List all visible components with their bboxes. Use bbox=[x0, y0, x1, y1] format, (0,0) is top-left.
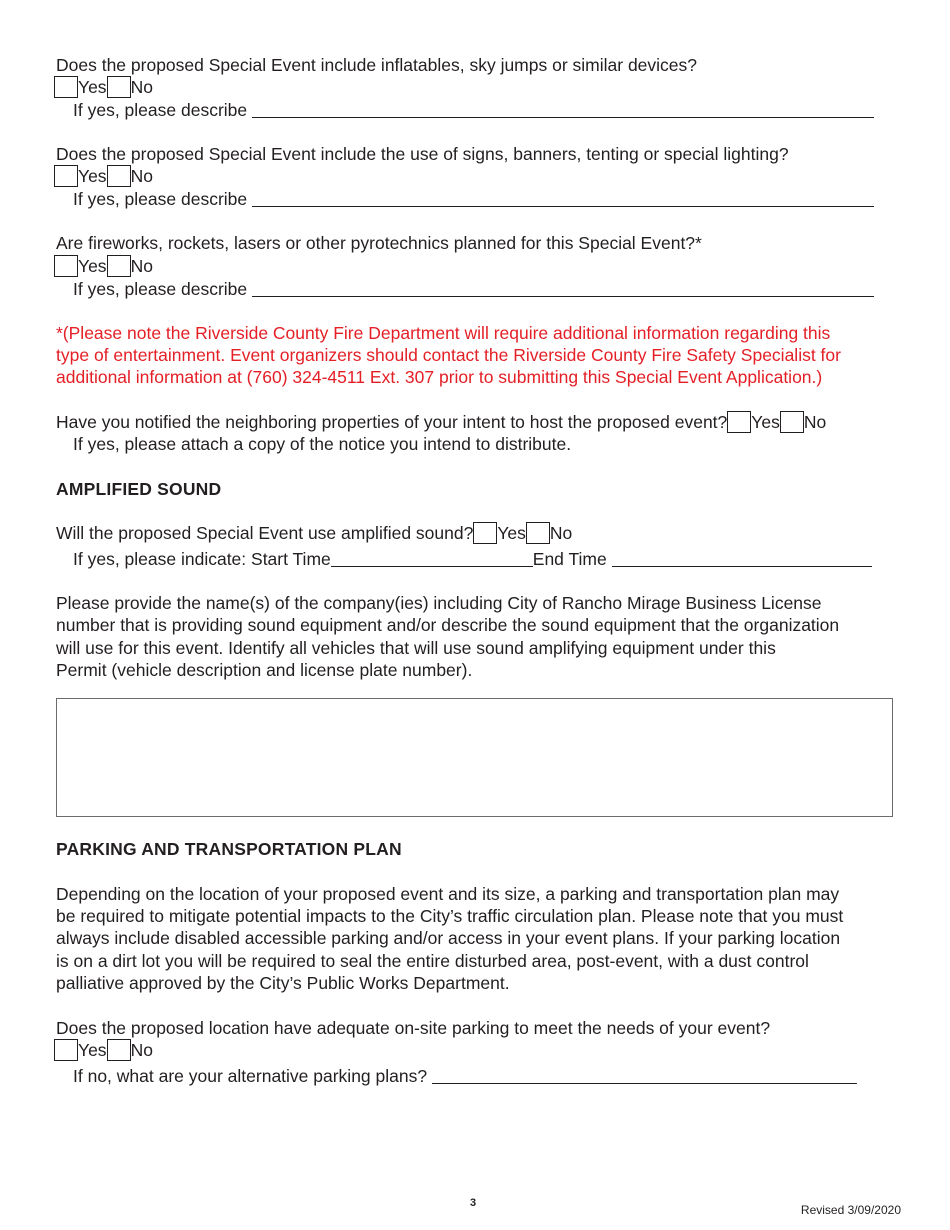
amplified-yes-checkbox[interactable] bbox=[473, 522, 497, 544]
parking-para-line5: palliative approved by the City’s Public Works Department. bbox=[56, 973, 510, 993]
inflatables-no-checkbox[interactable] bbox=[107, 76, 131, 98]
parking-para-line3: always include disabled accessible parking and/or access in your event plans. If your parking location bbox=[56, 928, 841, 948]
amplified-para-line2: number that is providing sound equipment and/or describe the sound equipment that the organization bbox=[56, 615, 840, 635]
fireworks-no-label: No bbox=[130, 256, 153, 276]
signs-yes-label: Yes bbox=[78, 166, 107, 186]
parking-yes-checkbox[interactable] bbox=[54, 1039, 78, 1061]
amplified-times-row bbox=[73, 548, 872, 570]
end-time-label: End Time bbox=[532, 549, 607, 569]
fireworks-no-checkbox[interactable] bbox=[107, 255, 131, 277]
neighbors-question: Have you notified the neighboring properties of your intent to host the proposed event? bbox=[56, 412, 728, 432]
parking-alternative-label: If no, what are your alternative parking plans? bbox=[73, 1066, 428, 1086]
sound-equipment-textbox[interactable] bbox=[56, 698, 893, 817]
signs-yes-checkbox[interactable] bbox=[54, 165, 78, 187]
signs-describe-row bbox=[73, 188, 874, 210]
neighbors-row bbox=[56, 411, 826, 433]
parking-question: Does the proposed location have adequate on-site parking to meet the needs of your event? bbox=[56, 1018, 771, 1038]
signs-no-checkbox[interactable] bbox=[107, 165, 131, 187]
neighbors-note: If yes, please attach a copy of the notice you intend to distribute. bbox=[73, 434, 572, 454]
amplified-no-checkbox[interactable] bbox=[526, 522, 550, 544]
amplified-yes-label: Yes bbox=[497, 523, 526, 543]
neighbors-yes-label: Yes bbox=[751, 412, 780, 432]
amplified-para-line1: Please provide the name(s) of the company(ies) including City of Rancho Mirage Business License bbox=[56, 593, 822, 613]
inflatables-describe-label: If yes, please describe bbox=[73, 100, 248, 120]
parking-options bbox=[54, 1039, 153, 1061]
fireworks-yes-label: Yes bbox=[78, 256, 107, 276]
neighbors-no-label: No bbox=[803, 412, 827, 432]
parking-no-label: No bbox=[130, 1040, 153, 1060]
signs-describe-field[interactable] bbox=[252, 190, 874, 207]
amplified-row bbox=[56, 522, 572, 544]
inflatables-options bbox=[54, 76, 153, 98]
signs-describe-label: If yes, please describe bbox=[73, 189, 248, 209]
inflatables-question: Does the proposed Special Event include inflatables, sky jumps or similar devices? bbox=[56, 55, 698, 75]
amplified-no-label: No bbox=[549, 523, 573, 543]
neighbors-no-checkbox[interactable] bbox=[780, 411, 804, 433]
parking-heading: PARKING AND TRANSPORTATION PLAN bbox=[56, 839, 402, 859]
fireworks-describe-label: If yes, please describe bbox=[73, 279, 248, 299]
fire-note-line1: *(Please note the Riverside County Fire Department will require additional information regarding this bbox=[56, 323, 831, 343]
fireworks-describe-row bbox=[73, 278, 874, 300]
inflatables-describe-field[interactable] bbox=[252, 101, 874, 118]
inflatables-yes-checkbox[interactable] bbox=[54, 76, 78, 98]
amplified-para-line4: Permit (vehicle description and license plate number). bbox=[56, 660, 473, 680]
inflatables-yes-label: Yes bbox=[78, 77, 107, 97]
amplified-para-line3: will use for this event. Identify all vehicles that will use sound amplifying equipment under this bbox=[56, 638, 776, 658]
parking-alternative-row bbox=[73, 1065, 857, 1087]
page-number: 3 bbox=[470, 1197, 477, 1209]
inflatables-describe-row bbox=[73, 99, 874, 121]
parking-yes-label: Yes bbox=[78, 1040, 107, 1060]
fire-note-line2: type of entertainment. Event organizers should contact the Riverside County Fire Safety Specialist for bbox=[56, 345, 841, 365]
fireworks-describe-field[interactable] bbox=[252, 280, 874, 297]
parking-para-line4: is on a dirt lot you will be required to seal the entire disturbed area, post-event, with a dust control bbox=[56, 951, 809, 971]
fireworks-question: Are fireworks, rockets, lasers or other pyrotechnics planned for this Special Event?* bbox=[56, 233, 702, 253]
amplified-sound-heading: AMPLIFIED SOUND bbox=[56, 479, 222, 499]
parking-para-line1: Depending on the location of your proposed event and its size, a parking and transportation plan may bbox=[56, 884, 840, 904]
signs-no-label: No bbox=[130, 166, 153, 186]
start-time-label: If yes, please indicate: Start Time bbox=[73, 549, 331, 569]
revised-date: Revised 3/09/2020 bbox=[800, 1203, 901, 1217]
end-time-field[interactable] bbox=[612, 550, 872, 567]
signs-question: Does the proposed Special Event include the use of signs, banners, tenting or special lighting? bbox=[56, 144, 789, 164]
parking-no-checkbox[interactable] bbox=[107, 1039, 131, 1061]
fireworks-yes-checkbox[interactable] bbox=[54, 255, 78, 277]
start-time-field[interactable] bbox=[331, 550, 533, 567]
inflatables-no-label: No bbox=[130, 77, 153, 97]
amplified-question: Will the proposed Special Event use amplified sound? bbox=[56, 523, 474, 543]
fire-note-line3: additional information at (760) 324-4511 Ext. 307 prior to submitting this Special Event Application.) bbox=[56, 367, 823, 387]
neighbors-yes-checkbox[interactable] bbox=[727, 411, 751, 433]
parking-alternative-field[interactable] bbox=[432, 1067, 857, 1084]
parking-para-line2: be required to mitigate potential impacts to the City’s traffic circulation plan. Please note that you must bbox=[56, 906, 844, 926]
fireworks-options bbox=[54, 255, 153, 277]
signs-options bbox=[54, 165, 153, 187]
